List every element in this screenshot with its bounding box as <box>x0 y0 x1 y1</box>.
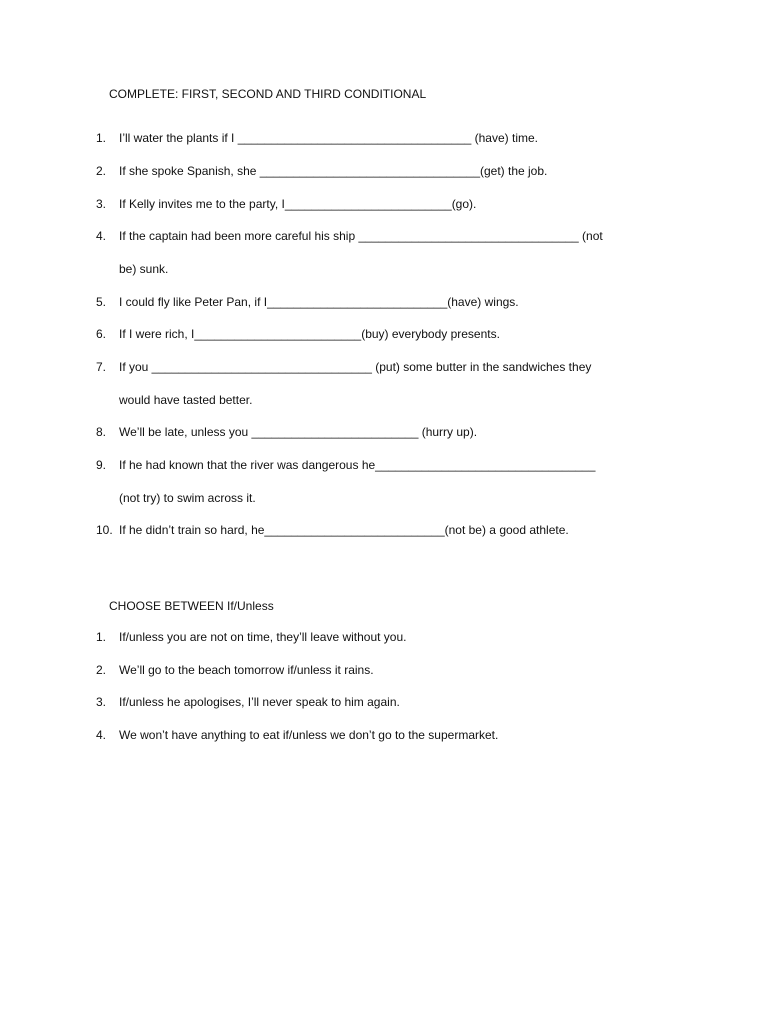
item-text: If Kelly invites me to the party, I_________________________(go). <box>119 197 477 211</box>
item-number: 4. <box>96 229 107 243</box>
exercise-item-8 <box>96 425 656 439</box>
item-text: If he had known that the river was dangerous he_________________________________ <box>119 458 596 472</box>
exercise-item-5 <box>96 295 656 309</box>
exercise-item-1 <box>96 131 656 145</box>
item-text: If you _________________________________ (put) some butter in the sandwiches they <box>119 360 592 374</box>
choice-item-4 <box>96 728 656 742</box>
section1-title: COMPLETE: FIRST, SECOND AND THIRD CONDITIONAL <box>109 87 427 101</box>
item-number: 4. <box>96 728 107 742</box>
item-number: 1. <box>96 131 107 145</box>
item-number: 8. <box>96 425 107 439</box>
exercise-item-9 <box>96 458 656 472</box>
item-text: We won’t have anything to eat if/unless we don’t go to the supermarket. <box>119 728 499 742</box>
exercise-item-2 <box>96 164 656 178</box>
exercise-item-9-continuation: (not try) to swim across it. <box>119 491 256 505</box>
item-number: 7. <box>96 360 107 374</box>
item-number: 2. <box>96 164 107 178</box>
item-text: If the captain had been more careful his ship _________________________________ (not <box>119 229 603 243</box>
exercise-item-7 <box>96 360 656 374</box>
item-number: 2. <box>96 663 107 677</box>
item-text: If I were rich, I_________________________(buy) everybody presents. <box>119 327 500 341</box>
item-number: 9. <box>96 458 107 472</box>
choice-item-3 <box>96 695 656 709</box>
exercise-item-4 <box>96 229 656 243</box>
exercise-item-7-continuation: would have tasted better. <box>119 393 253 407</box>
item-text: If/unless you are not on time, they’ll leave without you. <box>119 630 407 644</box>
item-number: 3. <box>96 695 107 709</box>
item-number: 3. <box>96 197 107 211</box>
item-text: I’ll water the plants if I ___________________________________ (have) time. <box>119 131 538 145</box>
section2-title: CHOOSE BETWEEN If/Unless <box>109 599 274 613</box>
exercise-item-3 <box>96 197 656 211</box>
item-text: If he didn’t train so hard, he___________________________(not be) a good athlete. <box>119 523 569 537</box>
item-number: 10. <box>96 523 113 537</box>
item-text: I could fly like Peter Pan, if I___________________________(have) wings. <box>119 295 519 309</box>
item-number: 1. <box>96 630 107 644</box>
item-text: If/unless he apologises, I’ll never speak to him again. <box>119 695 400 709</box>
choice-item-2 <box>96 663 656 677</box>
item-number: 6. <box>96 327 107 341</box>
item-text: We’ll be late, unless you _________________________ (hurry up). <box>119 425 478 439</box>
exercise-item-6 <box>96 327 656 341</box>
item-number: 5. <box>96 295 107 309</box>
choice-item-1 <box>96 630 656 644</box>
item-text: We’ll go to the beach tomorrow if/unless it rains. <box>119 663 374 677</box>
item-text: If she spoke Spanish, she _________________________________(get) the job. <box>119 164 548 178</box>
exercise-item-10 <box>96 523 656 537</box>
exercise-item-4-continuation: be) sunk. <box>119 262 169 276</box>
